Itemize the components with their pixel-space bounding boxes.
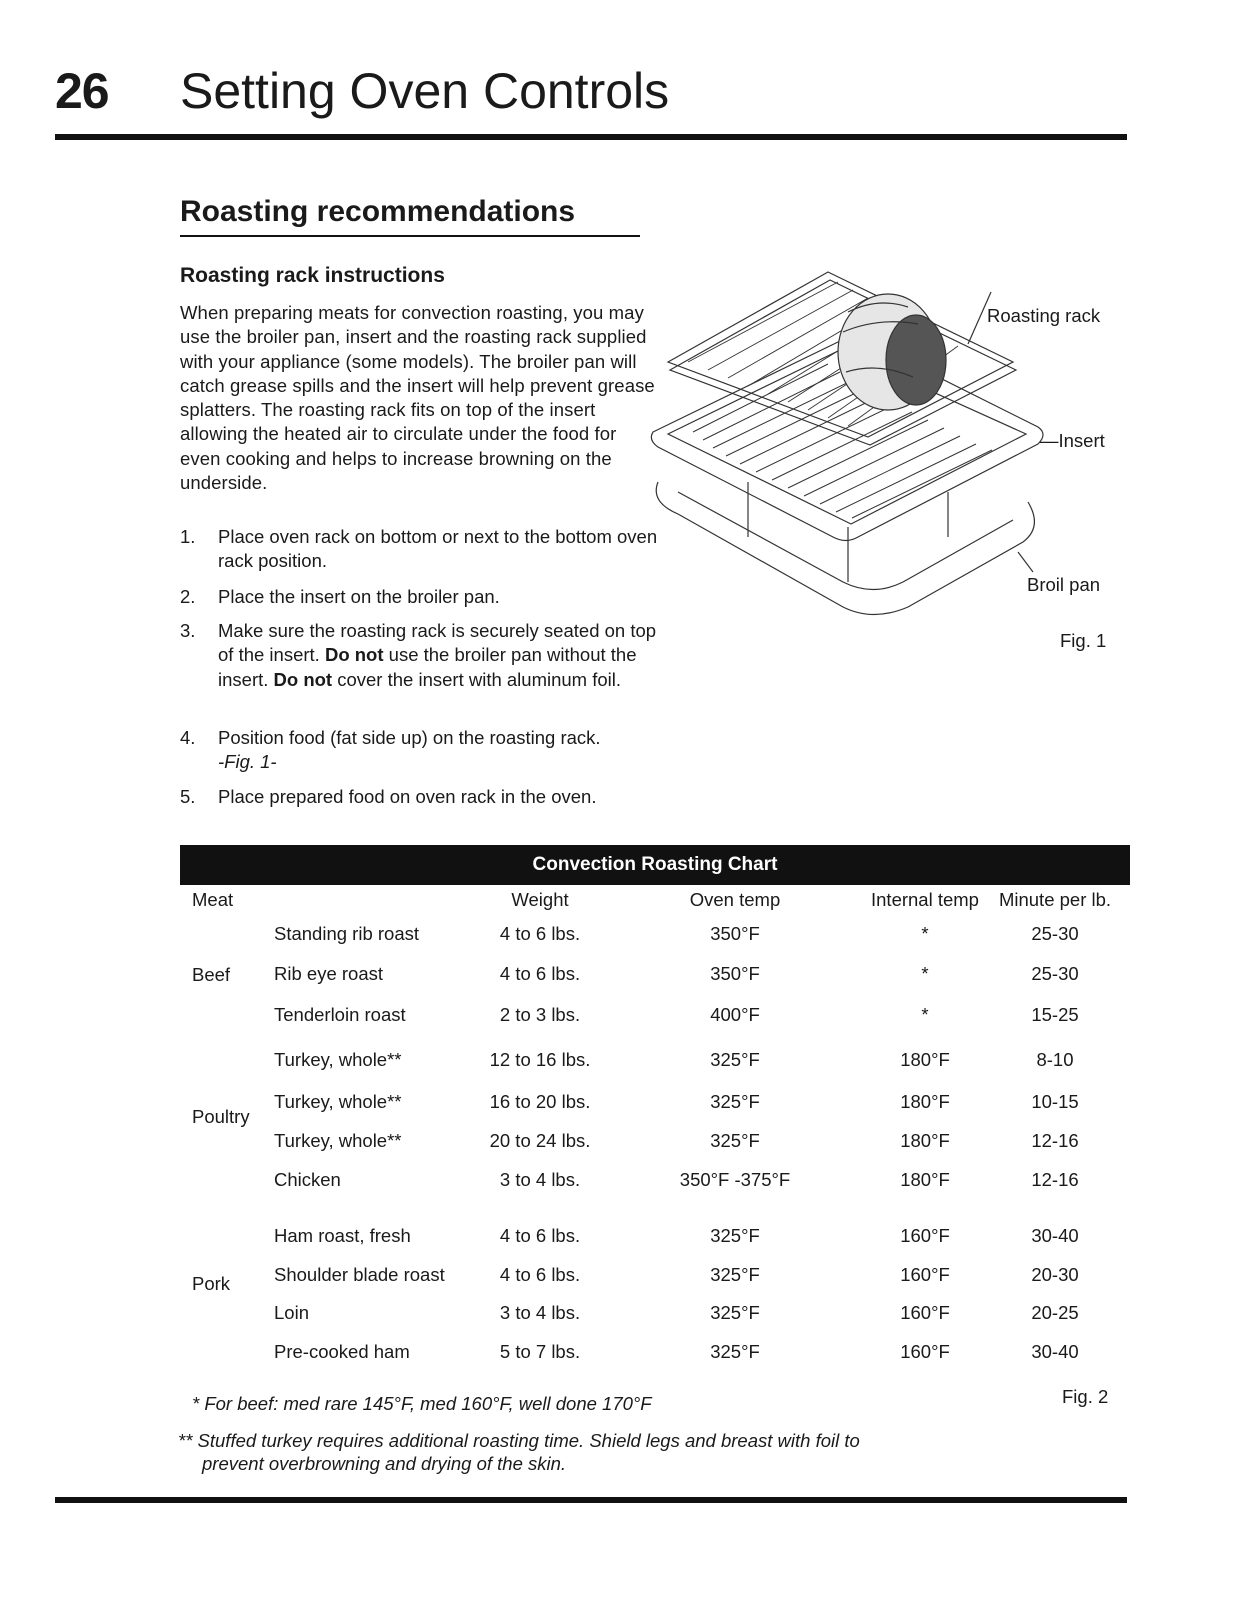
figure-2-caption: Fig. 2 [1062, 1386, 1109, 1407]
roasting-rack-label: Roasting rack [987, 305, 1101, 326]
table-cell-minutes: 12-16 [1031, 1169, 1079, 1190]
step-number: 4. [180, 727, 196, 748]
table-cell-minutes: 30-40 [1031, 1341, 1079, 1362]
group-poultry: Poultry [192, 1106, 250, 1127]
table-cell-weight: 12 to 16 lbs. [489, 1049, 591, 1070]
table-cell-weight: 20 to 24 lbs. [489, 1130, 591, 1151]
group-pork: Pork [192, 1273, 231, 1294]
table-cell-weight: 4 to 6 lbs. [499, 1225, 581, 1246]
table-cell-weight: 3 to 4 lbs. [499, 1169, 581, 1190]
table-cell-cut: Standing rib roast [274, 923, 420, 944]
table-cell-minutes: 10-15 [1031, 1091, 1079, 1112]
page-number: 26 [55, 63, 109, 119]
bottom-divider [55, 1497, 1127, 1503]
table-cell-oven-temp: 325°F [710, 1130, 760, 1151]
step-text-part: cover the insert with aluminum foil. [332, 668, 622, 690]
table-cell-internal-temp: 180°F [900, 1049, 950, 1070]
table-cell-weight: 4 to 6 lbs. [499, 923, 581, 944]
table-cell-cut: Shoulder blade roast [274, 1264, 445, 1285]
table-cell-weight: 16 to 20 lbs. [489, 1091, 591, 1112]
section-title: Roasting recommendations [180, 195, 576, 228]
step-text-part: Make sure the roasting rack is securely seated on top of the insert. [218, 620, 657, 666]
table-cell-internal-temp: 160°F [900, 1302, 950, 1323]
section-underline [180, 235, 640, 237]
table-cell-oven-temp: 325°F [710, 1225, 760, 1246]
table-cell-cut: Rib eye roast [274, 963, 383, 984]
table-cell-weight: 3 to 4 lbs. [499, 1302, 581, 1323]
table-cell-minutes: 25-30 [1031, 923, 1079, 944]
column-header-weight: Weight [511, 889, 569, 910]
column-header-oven-temp: Oven temp [689, 889, 781, 910]
table-cell-oven-temp: 325°F [710, 1091, 760, 1112]
step-number: 3. [180, 620, 196, 641]
table-cell-minutes: 12-16 [1031, 1130, 1079, 1151]
table-cell-oven-temp: 325°F [710, 1302, 760, 1323]
table-cell-internal-temp: 180°F [900, 1169, 950, 1190]
step-number: 2. [180, 586, 196, 607]
table-cell-oven-temp: 325°F [710, 1264, 760, 1285]
table-cell-oven-temp: 350°F -375°F [679, 1169, 791, 1190]
page-title: Setting Oven Controls [180, 63, 670, 119]
table-cell-cut: Chicken [274, 1169, 341, 1190]
step-text-part: use the broiler pan without the insert. [218, 644, 637, 690]
table-cell-internal-temp: 160°F [900, 1341, 950, 1362]
table-cell-cut: Tenderloin roast [274, 1004, 406, 1025]
step-number: 1. [180, 526, 196, 547]
figure-1-caption: Fig. 1 [1060, 630, 1107, 651]
figure-reference: -Fig. 1- [218, 751, 277, 773]
column-header-meat: Meat [192, 889, 234, 910]
table-cell-internal-temp: * [921, 923, 929, 944]
table-cell-oven-temp: 350°F [710, 923, 760, 944]
table-cell-internal-temp: 180°F [900, 1130, 950, 1151]
table-cell-cut: Pre-cooked ham [274, 1341, 410, 1362]
table-cell-cut: Turkey, whole** [274, 1130, 402, 1151]
table-cell-oven-temp: 325°F [710, 1341, 760, 1362]
step-text [218, 726, 658, 775]
footnote-beef: * For beef: med rare 145°F, med 160°F, well done 170°F [192, 1393, 652, 1414]
table-cell-internal-temp: * [921, 963, 929, 984]
intro-paragraph: When preparing meats for convection roasting, you may use the broiler pan, insert and the roasting rack supplied with your appliance (some models). The broiler pan will catch grease spills and the insert will help prevent grease splatters. The roasting rack fits on top of the insert allowing the heated air to circulate under the food for even cooking and helps to increase browning on the underside. [180, 302, 655, 494]
table-cell-cut: Ham roast, fresh [274, 1225, 411, 1246]
table-cell-oven-temp: 325°F [710, 1049, 760, 1070]
table-cell-weight: 2 to 3 lbs. [499, 1004, 581, 1025]
column-header-minutes: Minute per lb. [998, 889, 1112, 910]
footnote-turkey-continued: prevent overbrowning and drying of the skin. [202, 1453, 567, 1474]
table-cell-weight: 4 to 6 lbs. [499, 1264, 581, 1285]
footnote-turkey: ** Stuffed turkey requires additional roasting time. Shield legs and breast with foil to [178, 1430, 860, 1451]
step-text: Place the insert on the broiler pan. [218, 586, 500, 607]
chart-title: Convection Roasting Chart [180, 845, 1130, 885]
table-cell-weight: 4 to 6 lbs. [499, 963, 581, 984]
step-text: Place prepared food on oven rack in the oven. [218, 786, 597, 807]
table-cell-internal-temp: * [921, 1004, 929, 1025]
table-cell-weight: 5 to 7 lbs. [499, 1341, 581, 1362]
column-header-internal-temp: Internal temp [871, 889, 979, 910]
table-cell-minutes: 25-30 [1031, 963, 1079, 984]
table-cell-minutes: 8-10 [1036, 1049, 1074, 1070]
broil-pan-label: Broil pan [1027, 574, 1101, 595]
subsection-title: Roasting rack instructions [180, 264, 445, 287]
table-cell-minutes: 20-25 [1031, 1302, 1079, 1323]
warning-emphasis: Do not [324, 644, 384, 666]
table-cell-cut: Loin [274, 1302, 309, 1323]
step-text: Place oven rack on bottom or next to the bottom oven rack position. [218, 526, 658, 572]
top-divider [55, 134, 1127, 140]
table-cell-oven-temp: 400°F [710, 1004, 760, 1025]
step-number: 5. [180, 786, 196, 807]
table-cell-cut: Turkey, whole** [274, 1049, 402, 1070]
step-text-part: Position food (fat side up) on the roasting rack. [218, 727, 601, 748]
insert-label: —Insert [1040, 430, 1105, 451]
table-cell-oven-temp: 350°F [710, 963, 760, 984]
table-cell-internal-temp: 160°F [900, 1264, 950, 1285]
table-cell-minutes: 20-30 [1031, 1264, 1079, 1285]
group-beef: Beef [192, 964, 231, 985]
table-cell-internal-temp: 160°F [900, 1225, 950, 1246]
table-cell-minutes: 30-40 [1031, 1225, 1079, 1246]
table-cell-minutes: 15-25 [1031, 1004, 1079, 1025]
table-cell-internal-temp: 180°F [900, 1091, 950, 1112]
warning-emphasis: Do not [273, 668, 333, 690]
table-cell-cut: Turkey, whole** [274, 1091, 402, 1112]
step-text [218, 619, 658, 692]
